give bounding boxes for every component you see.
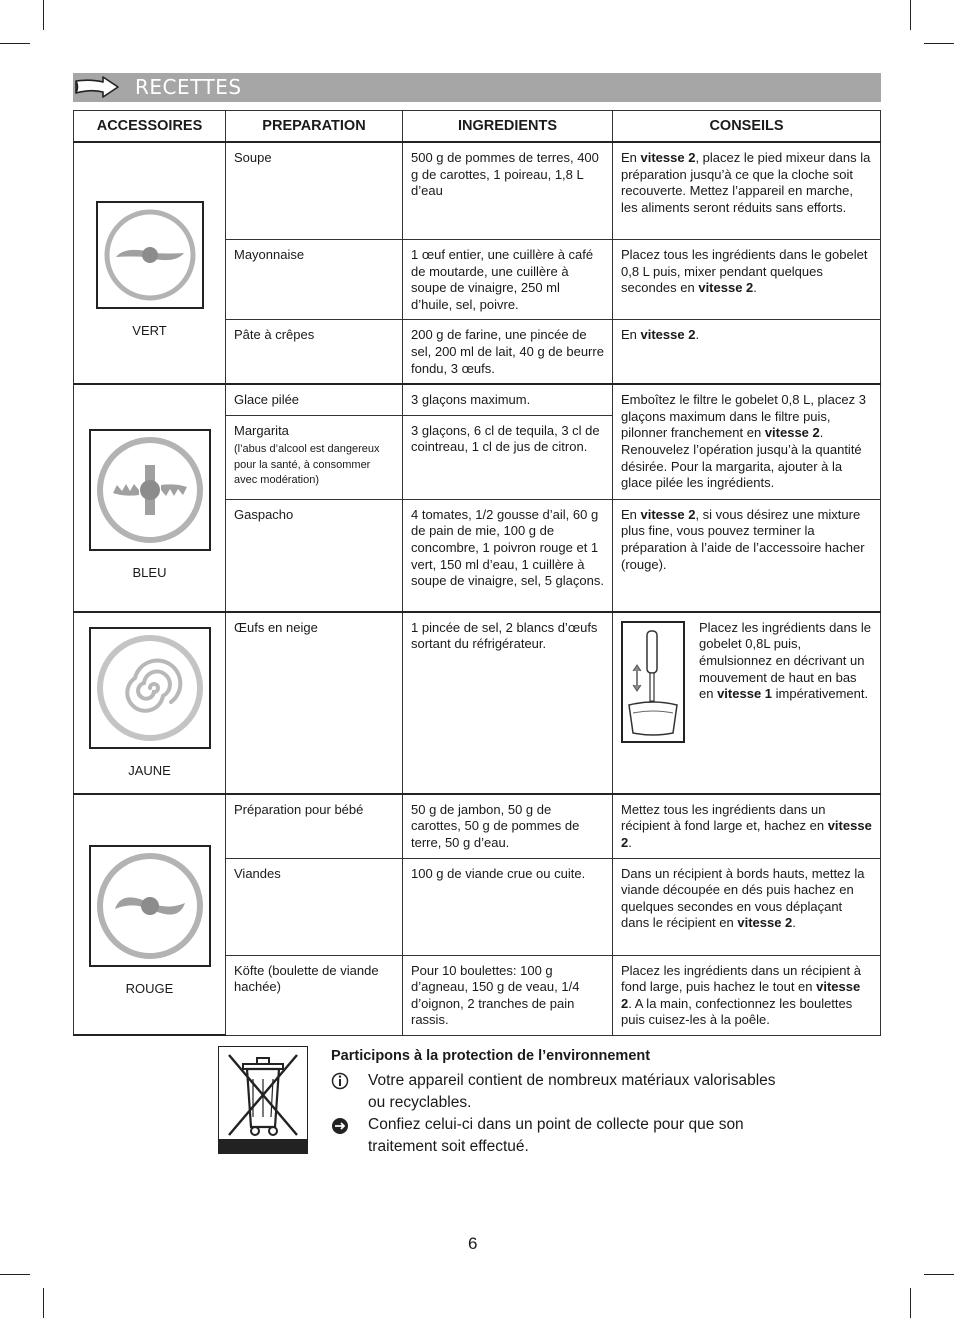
environment-title: Participons à la protection de l’environnement — [331, 1048, 651, 1064]
column-header: PREPARATION — [226, 111, 403, 143]
info-icon — [331, 1072, 349, 1090]
accessory-label: VERT — [132, 322, 167, 338]
preparation-cell: Gaspacho — [226, 499, 403, 612]
crop-mark — [43, 1288, 44, 1318]
preparation-label: Margarita — [234, 422, 289, 438]
advice-text: Placez les ingrédients dans le gobelet 0,8L puis, émulsionnez en décrivant un mouvement de haut en bas en vitesse 1 impérativement. — [699, 619, 871, 702]
accessory-image — [96, 201, 204, 309]
accessory-cell — [74, 612, 226, 794]
table-row — [74, 794, 881, 858]
crop-mark — [910, 0, 911, 30]
advice-cell: Mettez tous les ingrédients dans un récipient à fond large et, hachez en vitesse 2. — [613, 794, 881, 858]
advice-cell: En vitesse 2. — [613, 320, 881, 384]
advice-cell — [613, 612, 881, 794]
accessory-image — [89, 429, 211, 551]
advice-cell: En vitesse 2, si vous désirez une mixture plus fine, vous pouvez terminer la préparation à l’aide de l’accessoire hacher (rouge). — [613, 499, 881, 612]
crop-mark — [43, 0, 44, 30]
preparation-cell: Glace pilée — [226, 384, 403, 415]
preparation-cell — [226, 415, 403, 499]
crop-mark — [910, 1288, 911, 1318]
advice-cell: Placez tous les ingrédients dans le gobelet 0,8 L puis, mixer pendant quelques secondes en vitesse 2. — [613, 240, 881, 320]
preparation-cell: Köfte (boulette de viande hachée) — [226, 955, 403, 1035]
environment-line: Votre appareil contient de nombreux matériaux valorisables ou recyclables. — [368, 1072, 776, 1111]
advice-cell: Emboîtez le filtre le gobelet 0,8 L, placez 3 glaçons maximum dans le filtre puis, pilonner franchement en vitesse 2. Renouvelez l’opération jusqu’à la quantité désirée. Pour la margarita, ajouter à la glace pilée les ingrédients. — [613, 384, 881, 499]
preparation-cell: Pâte à crêpes — [226, 320, 403, 384]
preparation-cell: Œufs en neige — [226, 612, 403, 794]
ingredients-cell: 500 g de pommes de terres, 400 g de carottes, 1 poireau, 1,8 L d’eau — [403, 142, 613, 240]
accessory-label: JAUNE — [128, 763, 171, 779]
ingredients-cell: 1 pincée de sel, 2 blancs d’œufs sortant du réfrigérateur. — [403, 612, 613, 794]
ingredients-cell: 50 g de jambon, 50 g de carottes, 50 g de pommes de terre, 50 g d’eau. — [403, 794, 613, 858]
accessory-cell — [74, 384, 226, 612]
alcohol-warning: (l’abus d’alcool est dangereux pour la santé, à consommer avec modération) — [234, 443, 380, 487]
crop-mark — [924, 1274, 954, 1275]
preparation-cell: Préparation pour bébé — [226, 794, 403, 858]
ingredients-cell: Pour 10 boulettes: 100 g d’agneau, 150 g de veau, 1/4 d’oignon, 2 tranches de pain rassis. — [403, 955, 613, 1035]
blue-blade-icon — [95, 435, 205, 545]
red-blade-icon — [95, 851, 205, 961]
crop-mark — [0, 43, 30, 44]
arrow-right-icon — [331, 1117, 349, 1135]
preparation-cell: Mayonnaise — [226, 240, 403, 320]
ingredients-cell: 100 g de viande crue ou cuite. — [403, 858, 613, 955]
environment-line: Confiez celui-ci dans un point de collecte pour que son traitement soit effectué. — [368, 1116, 744, 1155]
table-row — [74, 612, 881, 794]
accessory-label: ROUGE — [125, 981, 174, 997]
page-title: RECETTES — [135, 75, 242, 99]
accessory-cell — [74, 794, 226, 1036]
preparation-cell: Soupe — [226, 142, 403, 240]
crop-mark — [924, 43, 954, 44]
accessory-cell — [74, 142, 226, 384]
section-header — [73, 73, 881, 102]
advice-cell: Placez les ingrédients dans un récipient à fond large, puis hachez le tout en vitesse 2. A la main, confectionnez les boulettes puis cuisez-les à la poêle. — [613, 955, 881, 1035]
ingredients-cell: 3 glaçons, 6 cl de tequila, 3 cl de cointreau, 1 cl de jus de citron. — [403, 415, 613, 499]
environment-section — [218, 1045, 818, 1165]
page-number: 6 — [468, 1234, 478, 1253]
ingredients-cell: 200 g de farine, une pincée de sel, 200 ml de lait, 40 g de beurre fondu, 3 œufs. — [403, 320, 613, 384]
table-header-row — [74, 111, 881, 143]
preparation-cell: Viandes — [226, 858, 403, 955]
weee-logo — [218, 1046, 308, 1154]
ingredients-cell: 4 tomates, 1/2 gousse d’ail, 60 g de pain de mie, 100 g de concombre, 1 poivron rouge et 1 vert, 150 ml d’eau, 1 cuillère à soupe de vinaigre, sel, 5 glaçons. — [403, 499, 613, 612]
advice-cell: Dans un récipient à bords hauts, mettez la viande découpée en dés puis hachez en quelques secondes en vous déplaçant dans le récipient en vitesse 2. — [613, 858, 881, 955]
ingredients-cell: 1 œuf entier, une cuillère à café de moutarde, une cuillère à soupe de vinaigre, 250 ml d’huile, sel, poivre. — [403, 240, 613, 320]
advice-cell: En vitesse 2, placez le pied mixeur dans la préparation jusqu’à ce que la cloche soit recouverte. Mettez l’appareil en marche, les aliments seront réduits sans efforts. — [613, 142, 881, 240]
accessory-label: BLEU — [132, 564, 167, 580]
blender-icon — [623, 623, 683, 741]
accessory-image — [89, 627, 211, 749]
green-blade-icon — [102, 207, 198, 303]
crop-mark — [0, 1274, 30, 1275]
table-row — [74, 142, 881, 240]
ingredients-cell: 3 glaçons maximum. — [403, 384, 613, 415]
column-header: INGREDIENTS — [403, 111, 613, 143]
arrow-icon — [73, 73, 123, 102]
accessory-image — [89, 845, 211, 967]
blender-image — [621, 621, 685, 743]
yellow-whisk-icon — [95, 633, 205, 743]
weee-bin-icon — [219, 1047, 307, 1153]
column-header: CONSEILS — [613, 111, 881, 143]
table-row — [74, 384, 881, 415]
recipes-table — [73, 110, 881, 1036]
column-header: ACCESSOIRES — [74, 111, 226, 143]
